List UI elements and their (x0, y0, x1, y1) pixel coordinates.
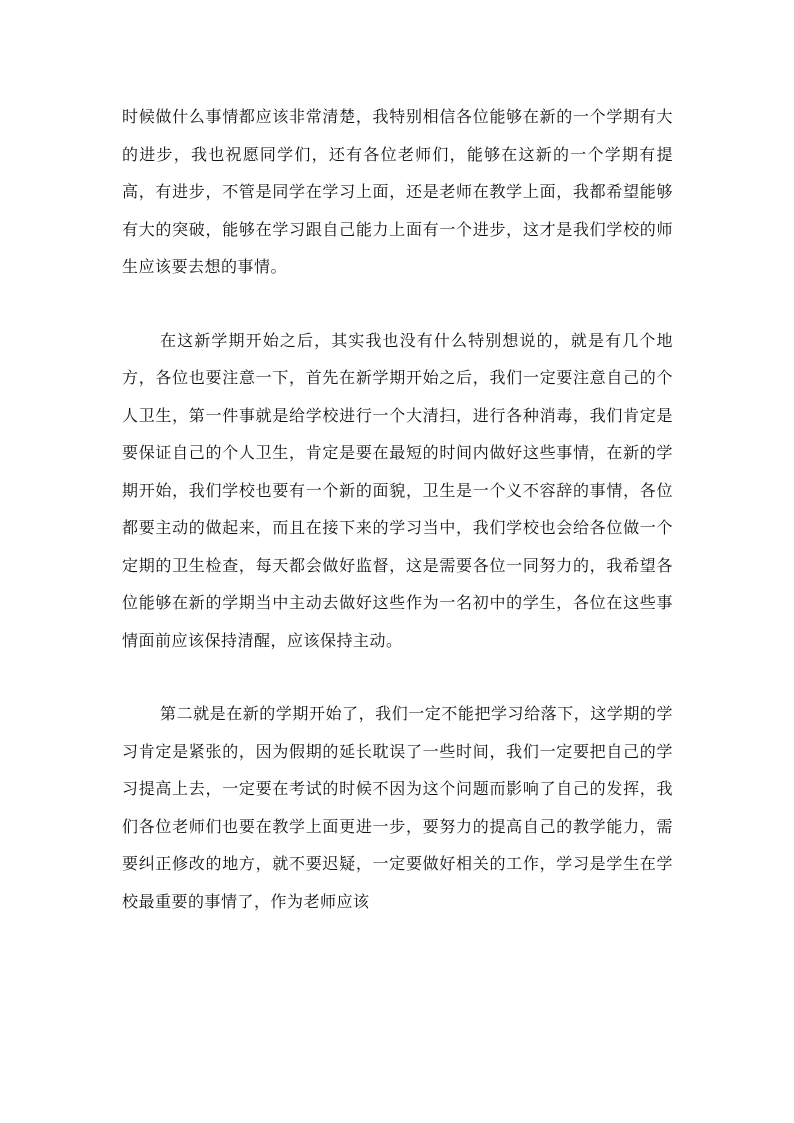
paragraph-3: 第二就是在新的学期开始了，我们一定不能把学习给落下，这学期的学习肯定是紧张的，因为假期的延长耽误了一些时间，我们一定要把自己的学习提高上去，一定要在考试的时候不因为这个问题而影响了自己的发挥，我们各位老师们也要在教学上面更进一步，要努力的提高自己的教学能力，需要纠正修改的地方，就不要迟疑，一定要做好相关的工作，学习是学生在学校最重要的事情了，作为老师应该 (122, 704, 673, 911)
document-body (122, 98, 673, 920)
paragraph-2: 在这新学期开始之后，其实我也没有什么特别想说的，就是有几个地方，各位也要注意一下，首先在新学期开始之后，我们一定要注意自己的个人卫生，第一件事就是给学校进行一个大清扫，进行各种消毒，我们肯定是要保证自己的个人卫生，肯定是要在最短的时间内做好这些事情，在新的学期开始，我们学校也要有一个新的面貌，卫生是一个义不容辞的事情，各位都要主动的做起来，而且在接下来的学习当中，我们学校也会给各位做一个定期的卫生检查，每天都会做好监督，这是需要各位一同努力的，我希望各位能够在新的学期当中主动去做好这些作为一名初中的学生，各位在这些事情面前应该保持清醒，应该保持主动。 (122, 330, 673, 650)
paragraph-1: 时候做什么事情都应该非常清楚，我特别相信各位能够在新的一个学期有大的进步，我也祝愿同学们，还有各位老师们，能够在这新的一个学期有提高，有进步，不管是同学在学习上面，还是老师在教学上面，我都希望能够有大的突破，能够在学习跟自己能力上面有一个进步，这才是我们学校的师生应该要去想的事情。 (122, 107, 673, 276)
